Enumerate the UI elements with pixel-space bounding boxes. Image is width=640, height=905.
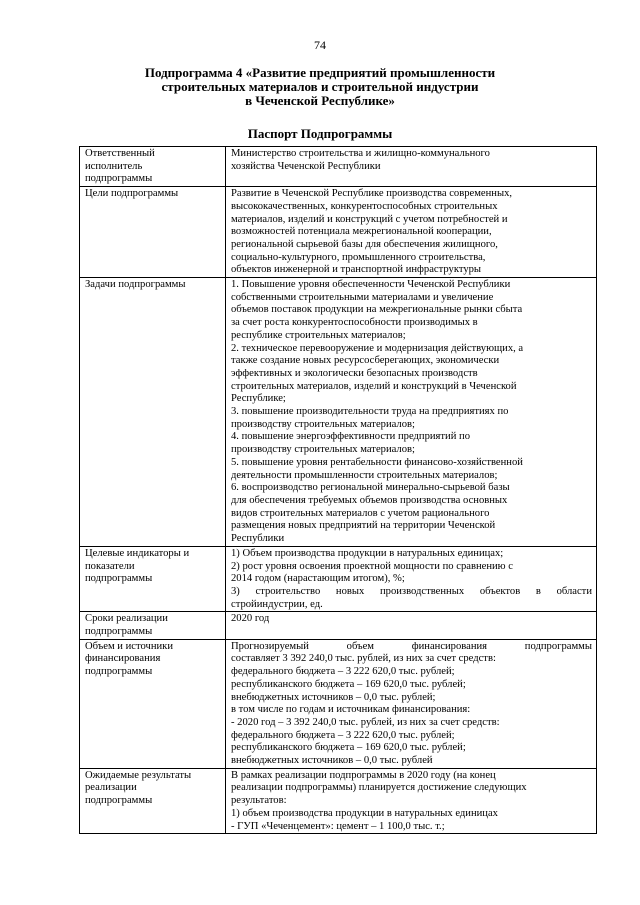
row-label [80,278,226,547]
row-label-line: Цели подпрограммы [85,188,179,200]
row-label-line: финансирования [85,653,161,665]
row-value-line: 2020 год [231,613,270,625]
row-label-line: подпрограммы [85,573,153,585]
row-value-line: материалов, изделий и конструкций с учетом потребностей и [231,213,508,225]
row-value-line: составляет 3 392 240,0 тыс. рублей, из них за счет средств: [231,653,496,665]
row-value-line: размещения новых предприятий на территории Чеченской [231,520,496,532]
row-value-line: 6. воспроизводство региональной минерально-сырьевой базы [231,482,510,494]
title-line: Подпрограмма 4 «Развитие предприятий промышленности [144,65,496,80]
row-value-line: 3. повышение производительности труда на предприятиях по [231,406,509,418]
row-label [80,639,226,768]
row-label [80,546,226,612]
row-value-line: Развитие в Чеченской Республике производства современных, [231,188,513,200]
row-value-line: социально-культурного, промышленного строительства, [231,251,486,263]
title-line: строительных материалов и строительной индустрии [161,79,479,94]
row-value-line: для обеспечения требуемых объемов производства основных [231,494,508,506]
page-number: 74 [314,38,326,52]
row-value-line: Министерство строительства и жилищно-коммунального [231,148,490,159]
row-value-line: региональной сырьевой базы для обеспечения жилищного, [231,238,498,250]
passport-row [80,612,597,639]
row-value [226,612,597,639]
row-label [80,187,226,278]
row-label [80,147,226,187]
row-value-line: хозяйства Чеченской Республики [231,160,381,172]
row-value-line: 1) Объем производства продукции в натуральных единицах; [231,547,504,559]
row-value-line: 2. техническое перевооружение и модернизация действующих, а [231,342,524,354]
passport-heading: Паспорт Подпрограммы [247,126,393,141]
row-value-line: республиканского бюджета – 169 620,0 тыс. рублей; [231,678,466,690]
row-value-line: В рамках реализации подпрограммы в 2020 году (на конец [231,769,496,781]
passport-row [80,639,597,768]
row-value-line: эффективных и экологически безопасных производств [231,367,478,379]
row-value-line: производству строительных материалов; [231,418,415,430]
row-value [226,147,597,187]
row-label [80,612,226,639]
row-value-line: республике строительных материалов; [231,329,406,341]
row-value-line: производству строительных материалов; [231,444,415,456]
row-value-line: 4. повышение энергоэффективности предприятий по [231,431,471,443]
row-value-line: Прогнозируемый объем финансирования подпрограммы [231,640,592,652]
row-label-line: показатели [85,560,135,572]
passport-table-body [80,147,597,834]
row-value-line: внебюджетных источников – 0,0 тыс. рублей [231,755,433,767]
row-value-line: федерального бюджета – 3 222 620,0 тыс. рублей; [231,729,455,741]
row-value-line: возможностей потенциала межрегиональной кооперации, [231,226,492,238]
row-value-line: также создание новых ресурсосберегающих, экономически [231,355,500,367]
row-label-line: подпрограммы [85,666,153,678]
row-value-line: высококачественных, конкурентоспособных строительных [231,200,498,212]
row-label-line: Ответственный [85,148,155,159]
row-label [80,768,226,834]
row-value-line: республиканского бюджета – 169 620,0 тыс. рублей; [231,742,466,754]
row-value-line: федерального бюджета – 3 222 620,0 тыс. рублей; [231,666,455,678]
row-label-line: подпрограммы [85,795,153,807]
row-value-line: внебюджетных источников – 0,0 тыс. рублей; [231,691,436,703]
row-value-line: Республики [231,533,285,545]
row-label-line: Задачи подпрограммы [85,279,186,291]
row-label-line: подпрограммы [85,626,153,638]
passport-row [80,278,597,547]
passport-row [80,768,597,834]
row-value-line: 2014 годом (нарастающим итогом), %; [231,573,405,585]
row-value [226,278,597,547]
row-value-line: 1. Повышение уровня обеспеченности Чеченской Республики [231,279,511,291]
row-value-line: строительных материалов, изделий и конструкций в Чеченской [231,380,517,392]
row-label-line: Ожидаемые результаты [85,769,192,781]
row-value-line: стройиндустрии, ед. [231,598,323,610]
row-value-line: собственными строительными материалами и увеличение [231,291,494,303]
row-value-line: Республике; [231,393,286,405]
row-value-line: 3) строительство новых производственных объектов в области [231,585,592,597]
row-value [226,639,597,768]
passport-row [80,546,597,612]
title-line: в Чеченской Республике» [245,93,395,108]
row-label-line: Целевые индикаторы и [85,547,190,559]
row-value-line: - ГУП «Чеченцемент»: цемент – 1 100,0 тыс. т.; [231,820,445,832]
row-value-line: реализации подпрограммы) планируется достижение следующих [231,782,527,794]
row-value-line: видов строительных материалов с учетом рационального [231,507,490,519]
subprogram-title [90,66,550,108]
row-label-line: исполнитель [85,160,143,172]
row-value-line: объемов поставок продукции на межрегиональные рынки сбыта [231,304,523,316]
row-value-line: в том числе по годам и источникам финансирования: [231,704,471,716]
row-value-line: - 2020 год – 3 392 240,0 тыс. рублей, из них за счет средств: [231,716,500,728]
row-value [226,546,597,612]
row-value-line: результатов: [231,795,287,807]
row-value [226,768,597,834]
row-value-line: 1) объем производства продукции в натуральных единицах [231,807,498,819]
passport-table [79,146,597,834]
row-value-line: объектов инженерной и транспортной инфраструктуры [231,264,482,276]
passport-row [80,147,597,187]
row-value [226,187,597,278]
row-label-line: Объем и источники [85,640,173,652]
row-value-line: 5. повышение уровня рентабельности финансово-хозяйственной [231,456,523,468]
row-value-line: за счет роста конкурентоспособности производимых в [231,317,478,329]
row-value-line: 2) рост уровня освоения проектной мощности по сравнению с [231,560,513,572]
row-label-line: Сроки реализации [85,613,168,625]
row-value-line: деятельности промышленности строительных материалов; [231,469,498,481]
row-label-line: подпрограммы [85,173,153,185]
passport-row [80,187,597,278]
row-label-line: реализации [85,782,137,794]
